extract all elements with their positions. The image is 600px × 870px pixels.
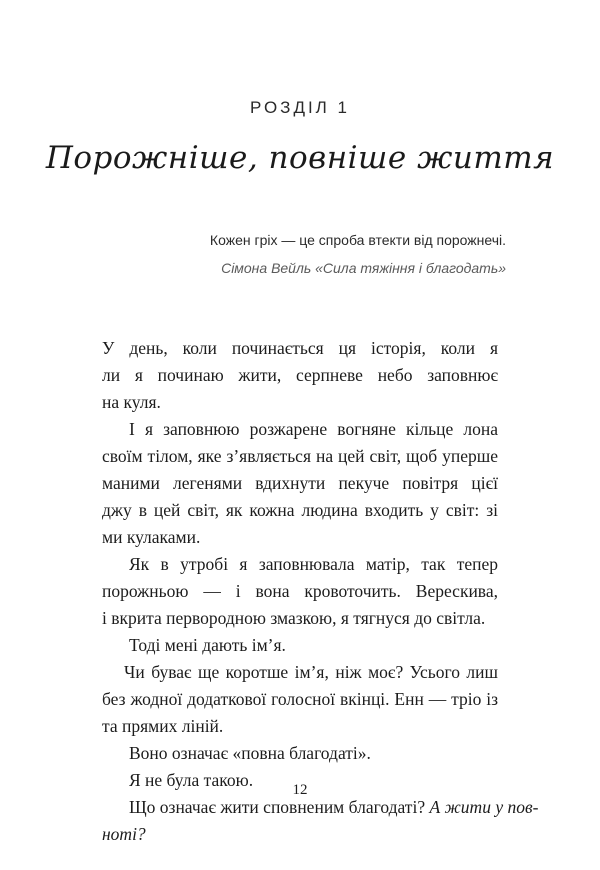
- text-line: на куля.: [102, 392, 161, 412]
- page-number: 12: [292, 782, 308, 798]
- text-line: Як в утробі я заповнювала матір, так тепер: [129, 554, 498, 574]
- text-line: маними легенями вдихнути пекуче повітря цієї: [102, 473, 498, 493]
- text-segment: Що означає жити сповненим благодаті?: [129, 797, 426, 817]
- epigraph-quote: Кожен гріх — це спроба втекти від порожнечі.: [209, 232, 506, 248]
- text-line: джу в цей світ, як кожна людина входить у світ: зі: [102, 500, 498, 520]
- text-line: Я не була такою.: [129, 770, 254, 790]
- text-line: і вкрита первородною змазкою, я тягнуся до світла.: [102, 608, 486, 628]
- text-line: ноті?: [102, 824, 146, 844]
- text-line: Чи буває ще коротше ім’я, ніж моє? Усього лиш: [124, 662, 498, 682]
- text-line: ли я починаю жити, серпневе небо заповнює: [102, 365, 498, 385]
- body-text: [102, 335, 539, 848]
- epigraph-source: Сімона Вейль «Сила тяжіння і благодать»: [221, 260, 506, 276]
- text-line: Воно означає «повна благодаті».: [129, 743, 371, 763]
- text-line: Тоді мені дають ім’я.: [129, 635, 286, 655]
- chapter-label: РОЗДІЛ 1: [249, 98, 351, 117]
- text-line: ми кулаками.: [102, 527, 201, 547]
- italic-text-segment: А жити у пов-: [429, 797, 539, 817]
- text-line: І я заповнюю розжарене вогняне кільце лона: [129, 419, 498, 439]
- text-line: У день, коли починається ця історія, коли я: [102, 338, 498, 358]
- text-line: без жодної додаткової голосної вкінці. Енн — тріо із: [102, 689, 498, 709]
- text-line: своїм тілом, яке з’являється на цей світ, щоб уперше: [102, 446, 498, 466]
- text-line: порожньою — і вона кровоточить. Верескива,: [102, 581, 498, 601]
- text-line: та прямих ліній.: [102, 716, 224, 736]
- chapter-title: Порожніше, повніше життя: [45, 140, 555, 176]
